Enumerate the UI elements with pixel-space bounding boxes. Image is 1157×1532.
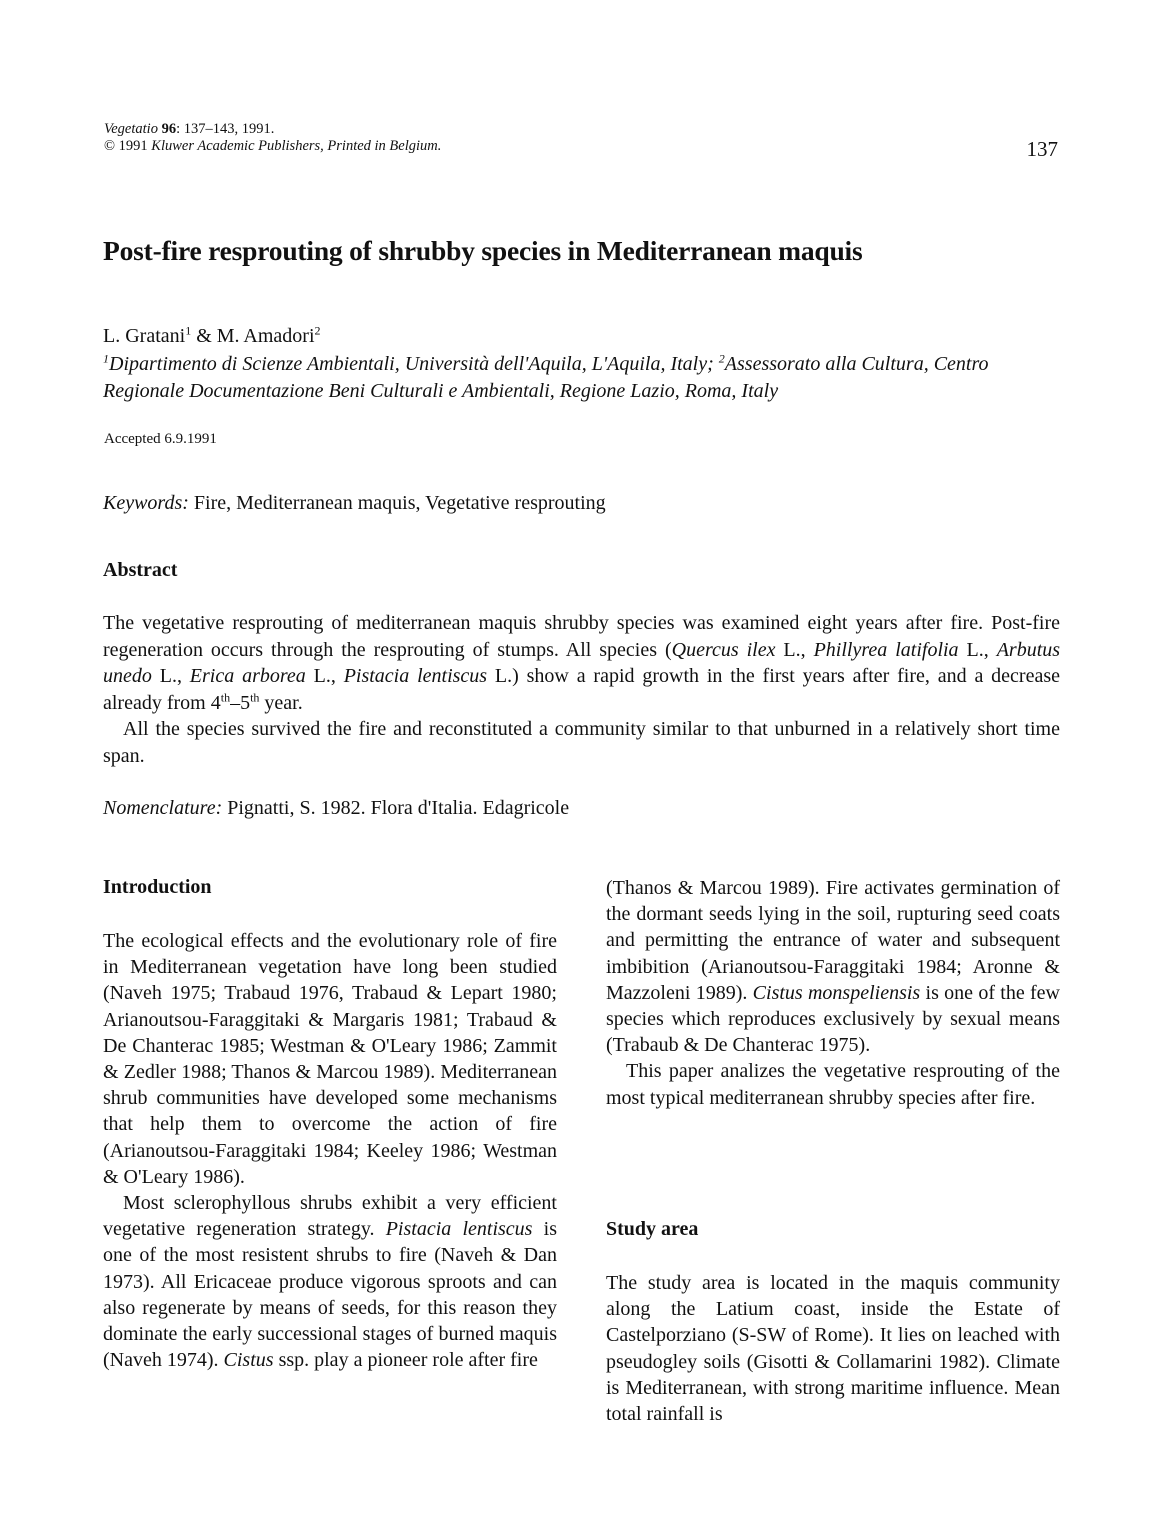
ordinal-suffix: th [220,689,231,704]
author-separator: & [191,325,217,347]
abstract-paragraph-1 [103,610,1060,716]
species-name: Phillyrea latifolia [813,638,959,661]
abstract-paragraph-2: All the species survived the fire and reconstituted a community similar to that unburned in a relatively short time span. [103,718,1060,767]
nomenclature-text: Pignatti, S. 1982. Flora d'Italia. Edagricole [222,797,570,819]
author-2: M. Amadori [216,325,315,347]
accepted-date: Accepted 6.9.1991 [104,431,217,447]
keywords [103,492,606,515]
intro-paragraph-continued [606,875,1060,1058]
copyright-year: © 1991 [104,138,148,154]
abstract-text: L., [305,665,344,687]
affiliations [103,351,1063,405]
publisher: Kluwer Academic Publishers, Printed in Belgium. [151,138,442,154]
intro-text: is one of the few species which reproduces exclusively by sexual means (Trabaub & De Chanterac 1975). [606,981,1060,1057]
intro-paragraph-2 [103,1190,557,1373]
nomenclature-label: Nomenclature: [103,797,223,819]
page-number: 137 [1026,137,1058,161]
journal-volume: 96 [161,121,177,137]
affil-2-mark: 2 [718,351,725,366]
nomenclature [103,797,569,820]
column-left [103,928,557,1373]
abstract-text: L., [775,638,814,661]
affil-1: Dipartimento di Scienze Ambientali, Università dell'Aquila, L'Aquila, Italy; [109,353,719,375]
study-area-body [606,1270,1060,1427]
copyright-line [104,138,441,155]
abstract-text: The vegetative resprouting of mediterranean maquis shrubby species was examined eight years after fire. Post-fire regeneration occurs through the resprouting of stumps. All species ( [103,612,1060,661]
intro-text: ssp. play a pioneer role after fire [273,1349,538,1372]
intro-text: Most sclerophyllous shrubs exhibit a very efficient vegetative regeneration strategy. [103,1192,557,1241]
paper-title: Post-fire resprouting of shrubby species in Mediterranean maquis [103,235,863,266]
intro-paragraph-1: The ecological effects and the evolutionary role of fire in Mediterranean vegetation have long been studied (Naveh 1975; Trabaud 1976, Trabaud & Lepart 1980; Arianoutsou-Faraggitaki & Margaris 1981; Trabaud & De Chanterac 1985; Westman & O'Leary 1986; Zammit & Zedler 1988; Thanos & Marcou 1989). Mediterranean shrub communities have developed some mechanisms that help them to overcome the action of fire (Arianoutsou-Faraggitaki 1984; Keeley 1986; Westman & O'Leary 1986). [103,930,557,1188]
journal-pages-year: : 137–143, 1991. [176,121,275,137]
species-name: Pistacia lentiscus [385,1218,533,1241]
study-area-heading: Study area [606,1218,699,1240]
intro-text: is one of the most resistent shrubs to fire (Naveh & Dan 1973). All Ericaceae produce vigorous sproots and can also regenerate by means of seeds, for this reason they dominate the early successional stages of burned maquis (Naveh 1974). [103,1218,557,1372]
affil-2: Assessorato alla Cultura, Centro Regionale Documentazione Beni Culturali e Ambientali, Regione Lazio, Roma, Italy [103,353,989,402]
abstract-text: L., [958,638,997,661]
introduction-heading: Introduction [103,876,212,898]
species-name: Arbutus unedo [103,638,1061,687]
species-name: Cistus monspeliensis [752,981,921,1004]
author-list [103,325,321,348]
abstract-body [103,610,1060,769]
author-2-affil-mark: 2 [314,323,321,338]
abstract-text: –5 [230,691,251,714]
study-area-paragraph-1: The study area is located in the maquis community along the Latium coast, inside the Estate of Castelporziano (S-SW of Rome). It lies on leached with pseudogley soils (Gisotti & Collamarini 1982). Climate is Mediterranean, with strong maritime influence. Mean total rainfall is [606,1272,1060,1426]
journal-name: Vegetatio [104,121,158,137]
abstract-text: L., [151,665,190,687]
abstract-heading: Abstract [103,559,178,581]
journal-citation [104,121,441,138]
affil-1-mark: 1 [103,351,109,366]
intro-paragraph-aim: This paper analizes the vegetative resprouting of the most typical mediterranean shrubby species after fire. [606,1060,1060,1109]
species-name: Pistacia lentiscus [343,665,488,687]
ordinal-suffix: th [250,689,260,704]
keywords-label: Keywords: [103,492,189,514]
species-name: Cistus [223,1349,274,1372]
species-name: Quercus ilex [671,638,776,661]
author-1: L. Gratani [103,325,186,347]
abstract-text: year. [259,691,303,714]
abstract-text: L.) show a rapid growth in the first years after fire, and a decrease already from 4 [103,665,1060,714]
keywords-text: Fire, Mediterranean maquis, Vegetative resprouting [188,492,606,514]
column-right [606,875,1060,1111]
journal-header [104,121,441,155]
author-1-affil-mark: 1 [185,323,192,338]
species-name: Erica arborea [189,665,306,687]
intro-text: (Thanos & Marcou 1989). Fire activates germination of the dormant seeds lying in the soil, rupturing seed coats and permitting the entrance of water and subsequent imbibition (Arianoutsou-Faraggitaki 1984; Aronne & Mazzoleni 1989). [606,877,1060,1004]
